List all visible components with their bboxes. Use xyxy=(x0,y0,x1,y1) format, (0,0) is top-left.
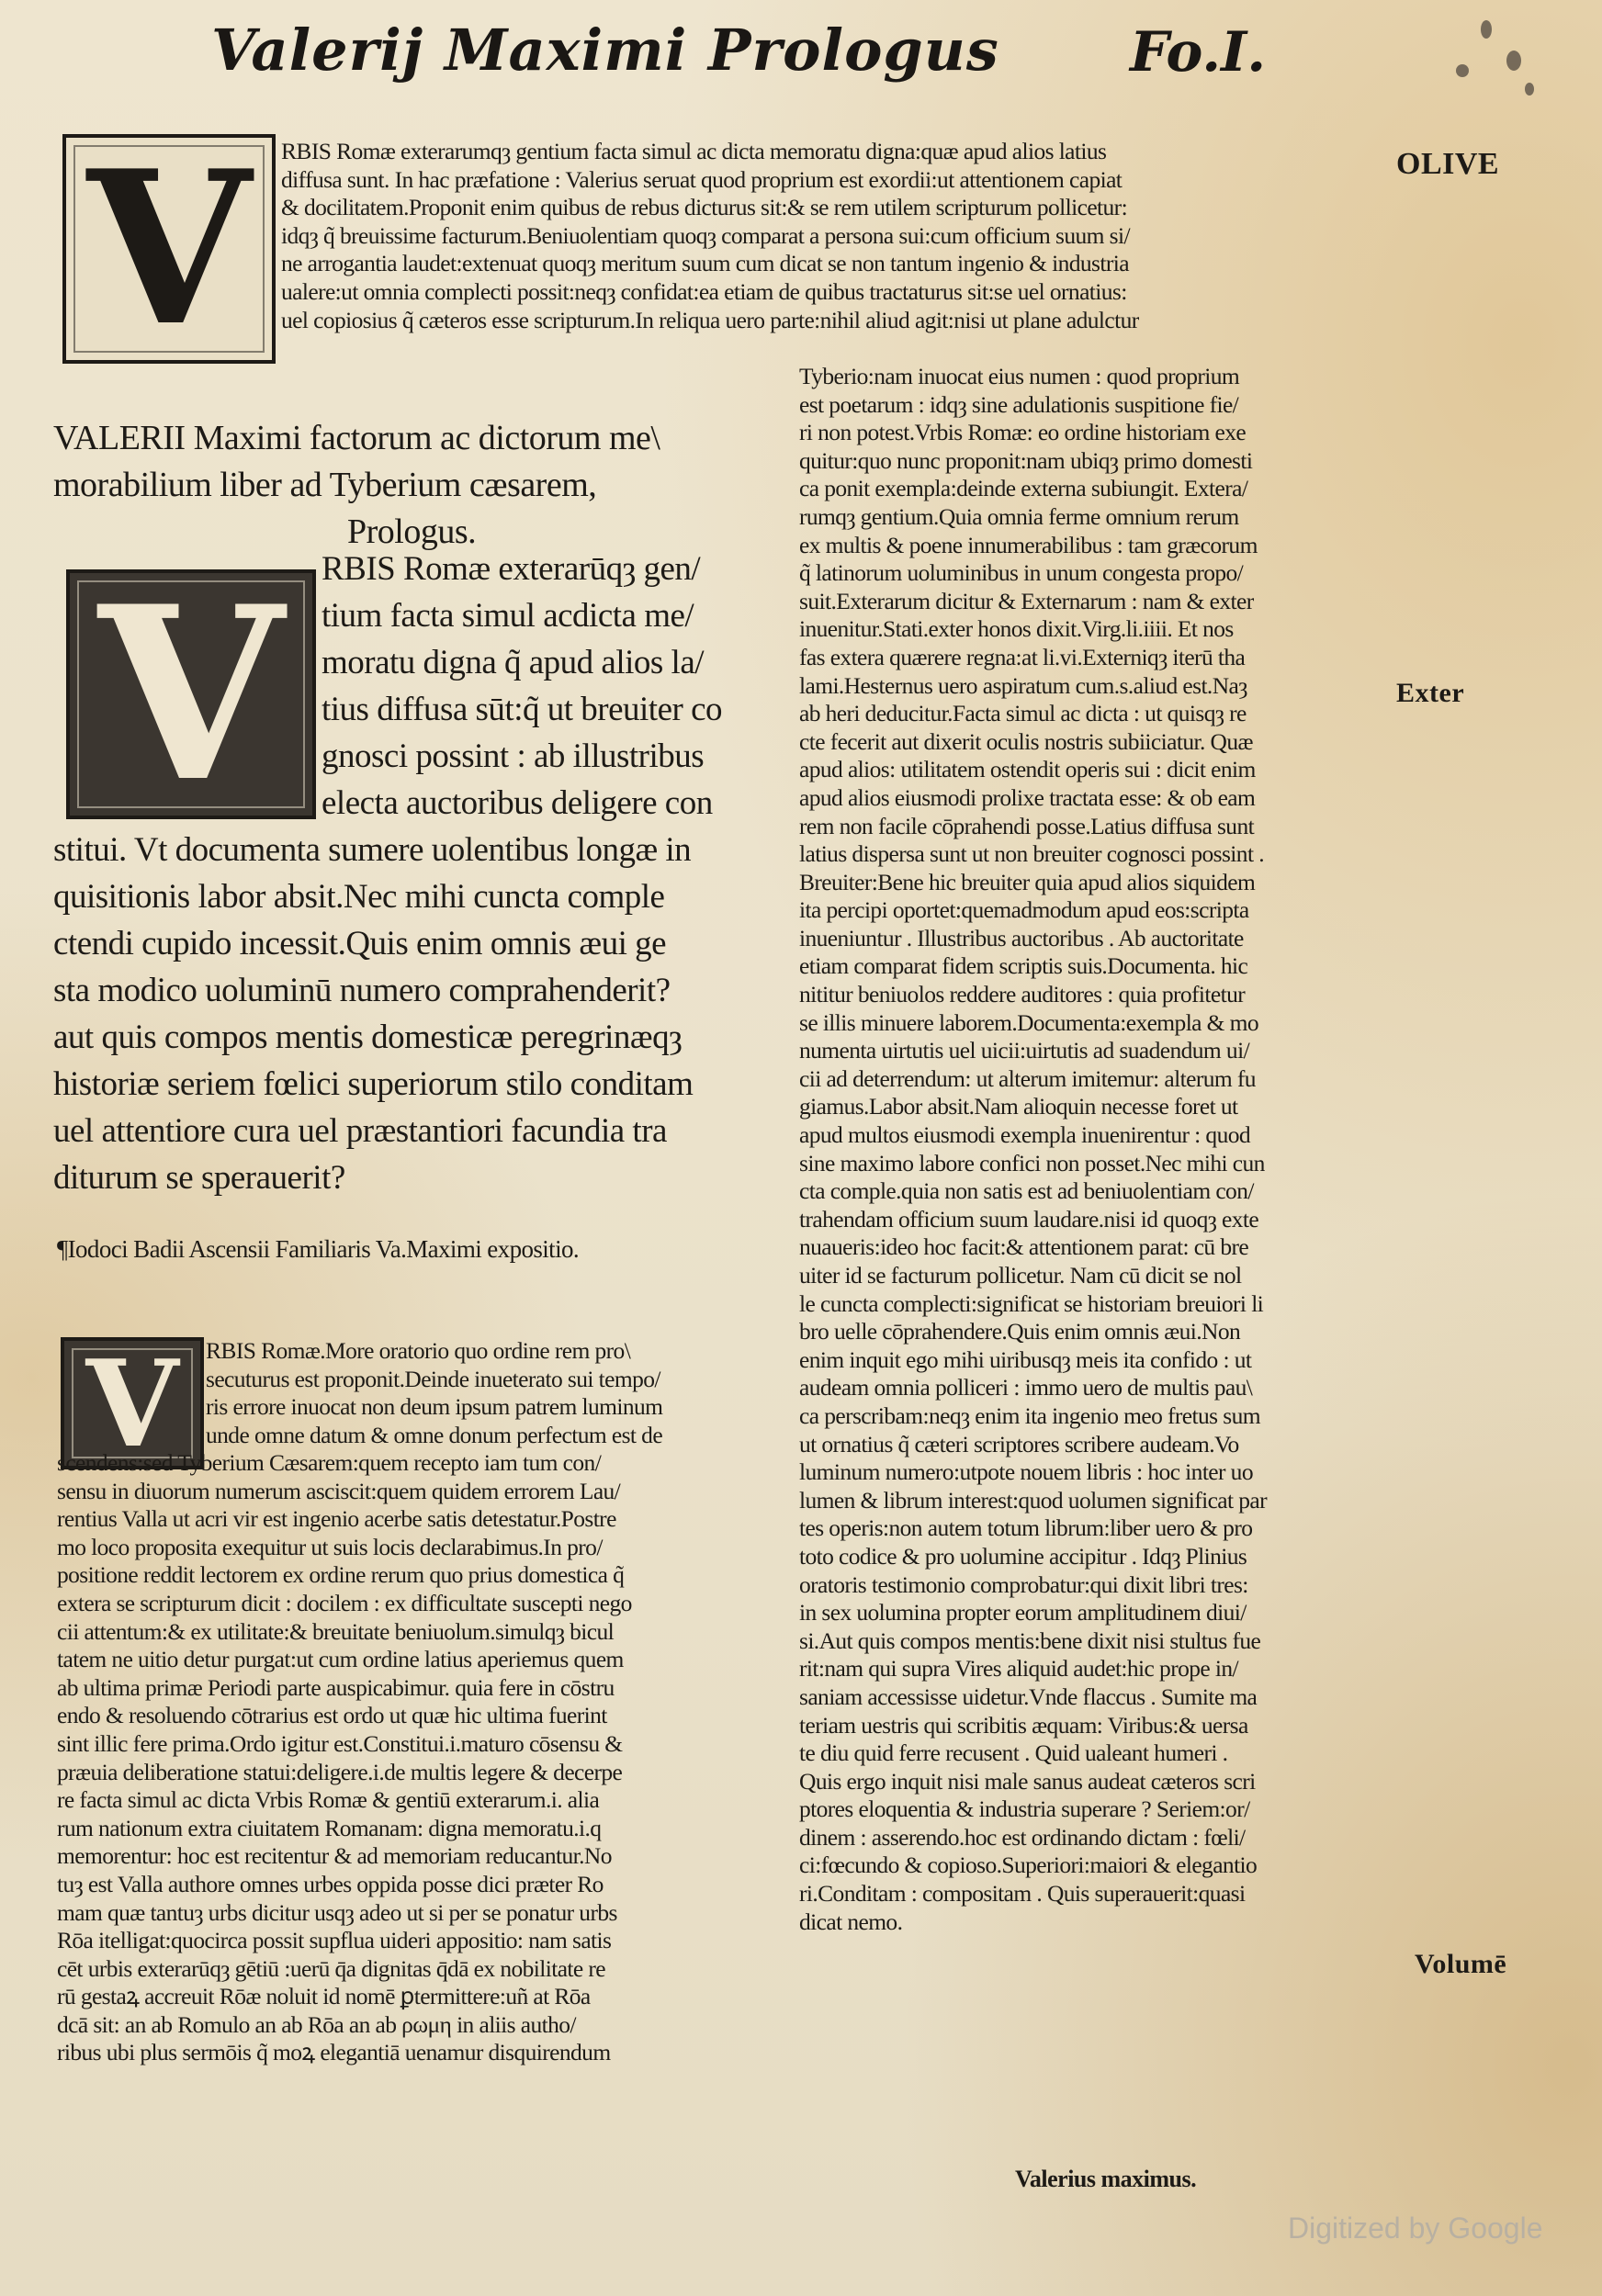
initial-letter: V xyxy=(85,1333,179,1474)
commentary-line: teriam uestris qui scribitis æquam: Viribus:& uersa xyxy=(799,1711,1248,1739)
commentary-line: fas extera quærere regna:at li.vi.Externiqȝ iterū tha xyxy=(799,643,1246,670)
commentary-line: bro uelle cōprahendere.Quis enim omnis æui.Non xyxy=(799,1318,1241,1345)
commentary-line: ex multis & poene innumerabilibus : tam græcorum xyxy=(799,531,1258,558)
commentary-line: uel copiosius q̃ cæteros esse scripturum.In reliqua uero parte:nihil aliud agit:nisi ut plane adulctur xyxy=(281,306,1139,333)
exposition-line: sensu in diuorum numerum asciscit:quem quidem errorem Lau/ xyxy=(57,1477,621,1504)
woodcut-initial-top xyxy=(62,125,276,373)
commentary-line: apud multos eiusmodi exempla inuenirentur : quod xyxy=(799,1121,1251,1149)
main-text xyxy=(53,827,788,1201)
text-line: electa auctoribus deligere con xyxy=(322,784,713,822)
main-text-beside-initial xyxy=(322,546,790,827)
exposition-line: ribus ubi plus sermōis q̃ moꝝ elegantiā uenamur disquirendum xyxy=(57,2039,611,2066)
exposition-line: memorentur: hoc est recitentur & ad memoriam reducantur.No xyxy=(57,1842,612,1870)
commentary-line: inuenitur.Stati.exter honos dixit.Virg.li.iiii. Et nos xyxy=(799,615,1234,643)
text-heading xyxy=(53,415,788,556)
exposition-text xyxy=(57,1449,792,2067)
commentary-line: inueniuntur . Illustribus auctoribus . Ab auctoritate xyxy=(799,924,1244,951)
commentary-line: ca perscribam:neqȝ enim ita ingenio meo fretus sum xyxy=(799,1401,1260,1429)
commentary-line: numenta uirtutis uel uicii:uirtutis ad suadendum ui/ xyxy=(799,1037,1250,1064)
commentary-line: idqȝ q̃ breuissime facturum.Beniuolentiam quoqȝ comparat a persona sui:cum officium suum si/ xyxy=(281,221,1130,249)
commentary-line: ri.Conditam : compositam . Quis superauerit:quasi xyxy=(799,1880,1246,1908)
commentary-line: ualere:ut omnia complecti possit:neqȝ confidat:ea etiam de quibus tractaturus sit:se uel ornatius: xyxy=(281,277,1127,305)
exposition-line: tatem ne uitio detur purgat:ut cum ordine latius aperiemus quem xyxy=(57,1646,624,1673)
commentary-line: ab heri deducitur.Facta simul ac dicta : ut quisqȝ re xyxy=(799,700,1247,727)
exposition-title: ¶Iodoci Badii Ascensii Familiaris Va.Maximi expositio. xyxy=(57,1235,580,1263)
text-line: aut quis compos mentis domesticæ peregrinæqȝ xyxy=(53,1019,683,1056)
commentary-line: in sex uolumina propter eorum amplitudinem diui/ xyxy=(799,1599,1247,1626)
text-line: stitui. Vt documenta sumere uolentibus longæ in xyxy=(53,831,692,869)
commentary-line: nititur beniuolos reddere auditores : quia profitetur xyxy=(799,981,1246,1008)
text-line: ctendi cupido incessit.Quis enim omnis æui ge xyxy=(53,925,667,962)
ink-blot xyxy=(1456,64,1469,77)
commentary-line: si.Aut quis compos mentis:bene dixit nisi stultus fue xyxy=(799,1626,1261,1654)
initial-border xyxy=(73,145,265,353)
commentary-line: trahendam officium suum laudare.nisi id quoqȝ exte xyxy=(799,1205,1259,1232)
ink-blot xyxy=(1481,20,1492,39)
commentary-line: nuaueris:ideo hoc facit:& attentionem parat: cū bre xyxy=(799,1233,1249,1261)
top-commentary xyxy=(281,138,1393,334)
commentary-line: ut ornatius q̃ cæteri scriptores scribere audeam.Vo xyxy=(799,1430,1239,1458)
commentary-line: quitur:quo nunc proponit:nam ubiqȝ primo domesti xyxy=(799,446,1253,474)
folio-number: Fo.I. xyxy=(1130,20,1267,84)
initial-letter: V xyxy=(98,554,284,835)
text-line: tium facta simul acdicta me/ xyxy=(322,597,694,635)
digitized-by-watermark: Digitized by Google xyxy=(1288,2212,1543,2245)
exposition-line: rentius Valla ut acri vir est ingenio acerbe satis detestatur.Postre xyxy=(57,1505,616,1533)
commentary-line: q̃ latinorum uoluminibus in unum congesta propo/ xyxy=(799,559,1244,587)
margin-note-exter: Exter xyxy=(1396,678,1465,708)
exposition-line: cēt urbis exterarūqȝ gētiū :uerū q̄a dignitas q̄dā ex nobilitate re xyxy=(57,1954,606,1982)
heading-line-3: Prologus. xyxy=(347,512,477,551)
commentary-line: diffusa sunt. In hac præfatione : Valerius seruat quod proprium est exordii:ut attentionem capiat xyxy=(281,165,1123,193)
exposition-line: præuia deliberatione statui:deligere.i.de multis legere & decerpe xyxy=(57,1758,623,1785)
exposition-line: ris errore inuocat non deum ipsum patrem luminum xyxy=(206,1393,663,1421)
exposition-line: rū gestaꝝ accreuit Rōæ noluit id nomē ꝑtermittere:uñ at Rōa xyxy=(57,1983,591,2010)
commentary-line: oratoris testimonio comprobatur:qui dixit libri tres: xyxy=(799,1570,1248,1598)
commentary-line: suit.Exterarum dicitur & Externarum : nam & exter xyxy=(799,587,1254,614)
commentary-line: dicat nemo. xyxy=(799,1908,903,1935)
ink-blot xyxy=(1506,51,1521,71)
running-title: Valerij Maximi Prologus xyxy=(211,17,999,84)
commentary-line: cii ad deterrendum: ut alterum imitemur: alterum fu xyxy=(799,1064,1256,1092)
ink-blot xyxy=(1525,83,1534,96)
exposition-line: extera se scripturum dicit : docilem : ex difficultate suscepti nego xyxy=(57,1589,632,1616)
exposition-line: endo & resoluendo cōtrarius est ordo ut quæ hic ultima fuerint xyxy=(57,1702,607,1729)
commentary-line: latius dispersa sunt ut non breuiter cognosci possint . xyxy=(799,840,1264,868)
text-line: sta modico uoluminū numero comprahenderit? xyxy=(53,972,671,1009)
exposition-line: mo loco proposita exequitur ut suis locis declarabimus.In pro/ xyxy=(57,1533,603,1560)
commentary-line: te diu quid ferre recusent . Quid ualeant humeri . xyxy=(799,1739,1228,1767)
commentary-line: ci:fœcundo & copioso.Superiori:maiori & elegantio xyxy=(799,1851,1258,1879)
exposition-heading xyxy=(57,1235,792,1264)
exposition-line: rum nationum extra ciuitatem Romanam: digna memoratu.i.q xyxy=(57,1814,602,1841)
text-line: historiæ seriem fœlici superiorum stilo conditam xyxy=(53,1065,694,1103)
commentary-line: toto codice & pro uolumine accipitur . Idqȝ Plinius xyxy=(799,1542,1247,1570)
commentary-line: giamus.Labor absit.Nam alioquin necesse foret ut xyxy=(799,1093,1238,1120)
commentary-line: audeam omnia polliceri : immo uero de multis pau\ xyxy=(799,1374,1253,1401)
commentary-line: ca ponit exempla:deinde externa subiungit. Extera/ xyxy=(799,475,1248,502)
exposition-line: Rōa itelligat:quocirca possit supflua uideri appositio: nam satis xyxy=(57,1927,612,1954)
exposition-line: cii attentum:& ex utilitate:& breuitate beniuolum.simulqȝ bicul xyxy=(57,1617,615,1645)
text-line: moratu digna q̃ apud alios la/ xyxy=(322,644,705,681)
commentary-line: lami.Hesternus uero aspiratum cum.s.aliud est.Naȝ xyxy=(799,671,1247,699)
exposition-line: secuturus est proponit.Deinde inueterato sui tempo/ xyxy=(206,1365,660,1392)
commentary-line: RBIS Romæ exterarumqȝ gentium facta simul ac dicta memoratu digna:quæ apud alios latius xyxy=(281,138,1107,164)
commentary-line: ri non potest.Vrbis Romæ: eo ordine historiam exe xyxy=(799,419,1247,446)
commentary-line: apud alios eiusmodi prolixe tractata esse: & ob eam xyxy=(799,783,1256,811)
exposition-line: ab ultima primæ Periodi parte auspicabimur. quia fere in cōstru xyxy=(57,1673,615,1701)
text-line: gnosci possint : ab illustribus xyxy=(322,737,705,775)
commentary-line: ptores eloquentia & industria superare ? Seriem:or/ xyxy=(799,1795,1250,1823)
commentary-line: rumqȝ gentium.Quia omnia ferme omnium rerum xyxy=(799,502,1239,530)
commentary-line: le cuncta complecti:significat se historiam breuiori li xyxy=(799,1289,1264,1317)
exposition-line: RBIS Romæ.More oratorio quo ordine rem pro\ xyxy=(206,1337,631,1364)
commentary-line: lumen & librum interest:quod uolumen significat par xyxy=(799,1486,1268,1514)
commentary-line: dinem : asserendo.hoc est ordinando dictam : fœli/ xyxy=(799,1823,1246,1851)
commentary-line: Quis ergo inquit nisi male sanus audeat cæteros scri xyxy=(799,1767,1256,1795)
exposition-line: mam quæ tantuȝ urbs dicitur usqȝ adeo ut si per se ponatur urbs xyxy=(57,1898,617,1926)
commentary-line: est poetarum : idqȝ sine adulationis suspitione fie/ xyxy=(799,390,1239,418)
text-line: uel attentiore cura uel præstantiori facundia tra xyxy=(53,1112,667,1150)
exposition-line: unde omne datum & omne donum perfectum est de xyxy=(206,1421,663,1448)
text-line: quisitionis labor absit.Nec mihi cuncta comple xyxy=(53,878,665,916)
margin-note-olive: OLIVE xyxy=(1396,147,1500,181)
exposition-line: tuȝ est Valla authore omnes urbes oppida posse dici præter Ro xyxy=(57,1870,604,1897)
commentary-line: uiter id se facturum pollicetur. Nam cū dicit se nol xyxy=(799,1262,1242,1289)
heading-line-1: VALERII Maximi factorum ac dictorum me\ xyxy=(53,419,660,457)
commentary-line: cte fecerit aut dixerit oculis nostris subiiciatur. Quæ xyxy=(799,727,1253,755)
commentary-line: tes operis:non autem totum librum:liber uero & pro xyxy=(799,1514,1253,1542)
commentary-line: rem non facile cōprahendi posse.Latius diffusa sunt xyxy=(799,812,1255,839)
exposition-line: re facta simul ac dicta Vrbis Romæ & gentiū exterarum.i. alia xyxy=(57,1786,600,1814)
signature: Valerius maximus. xyxy=(1015,2166,1197,2192)
initial-letter: V xyxy=(86,125,252,373)
commentary-line: apud alios: utilitatem ostendit operis sui : dicit enim xyxy=(799,756,1256,783)
exposition-line: scendens:sed Tyberium Cæsarem:quem recepto iam tum con/ xyxy=(57,1449,602,1476)
right-commentary xyxy=(799,363,1396,1936)
initial-border xyxy=(77,580,305,808)
exposition-line: sint illic fere prima.Ordo igitur est.Constitui.i.maturo cōsensu & xyxy=(57,1729,623,1757)
commentary-line: ita percipi oportet:quemadmodum apud eos:scripta xyxy=(799,896,1249,924)
text-line: tius diffusa sūt:q̃ ut breuiter co xyxy=(322,691,722,728)
margin-note-volume: Volumē xyxy=(1415,1949,1507,1979)
commentary-line: etiam comparat fidem scriptis suis.Documenta. hic xyxy=(799,952,1248,980)
exposition-line: dcā sit: an ab Romulo an ab Rōa an ab ρωμη in aliis autho/ xyxy=(57,2010,576,2038)
commentary-line: rit:nam qui supra Vires aliquid audet:hic prope in/ xyxy=(799,1655,1238,1683)
text-line: diturum se sperauerit? xyxy=(53,1159,345,1197)
commentary-line: Tyberio:nam inuocat eius numen : quod proprium xyxy=(799,363,1240,389)
exposition-line: positione reddit lectorem ex ordine rerum quo prius domestica q̃ xyxy=(57,1561,625,1589)
text-line: RBIS Romæ exterarūqȝ gen/ xyxy=(322,550,701,588)
exposition-beside-initial xyxy=(206,1337,790,1449)
commentary-line: enim inquit ego mihi uiribusqȝ meis ita confido : ut xyxy=(799,1345,1252,1373)
commentary-line: Breuiter:Bene hic breuiter quia apud alios siquidem xyxy=(799,868,1256,895)
commentary-line: & docilitatem.Proponit enim quibus de rebus dicturus sit:& se rem utilem scripturum pollicetur: xyxy=(281,194,1128,221)
initial-border xyxy=(72,1348,193,1458)
commentary-line: saniam accessisse uidetur.Vnde flaccus . Sumite ma xyxy=(799,1683,1258,1710)
commentary-line: ne arrogantia laudet:extenuat quoqȝ meritum suum cum dicat se non tantum ingenio & industria xyxy=(281,250,1129,277)
commentary-line: luminum numero:utpote nouem libris : hoc inter uo xyxy=(799,1458,1253,1486)
commentary-line: se illis minuere laborem.Documenta:exempla & mo xyxy=(799,1008,1259,1036)
commentary-line: cta comple.quia non satis est ad beniuolentiam con/ xyxy=(799,1177,1254,1205)
commentary-line: sine maximo labore confici non posset.Nec mihi cun xyxy=(799,1149,1265,1176)
woodcut-initial-main xyxy=(66,554,316,835)
heading-line-2: morabilium liber ad Tyberium cæsarem, xyxy=(53,466,597,504)
